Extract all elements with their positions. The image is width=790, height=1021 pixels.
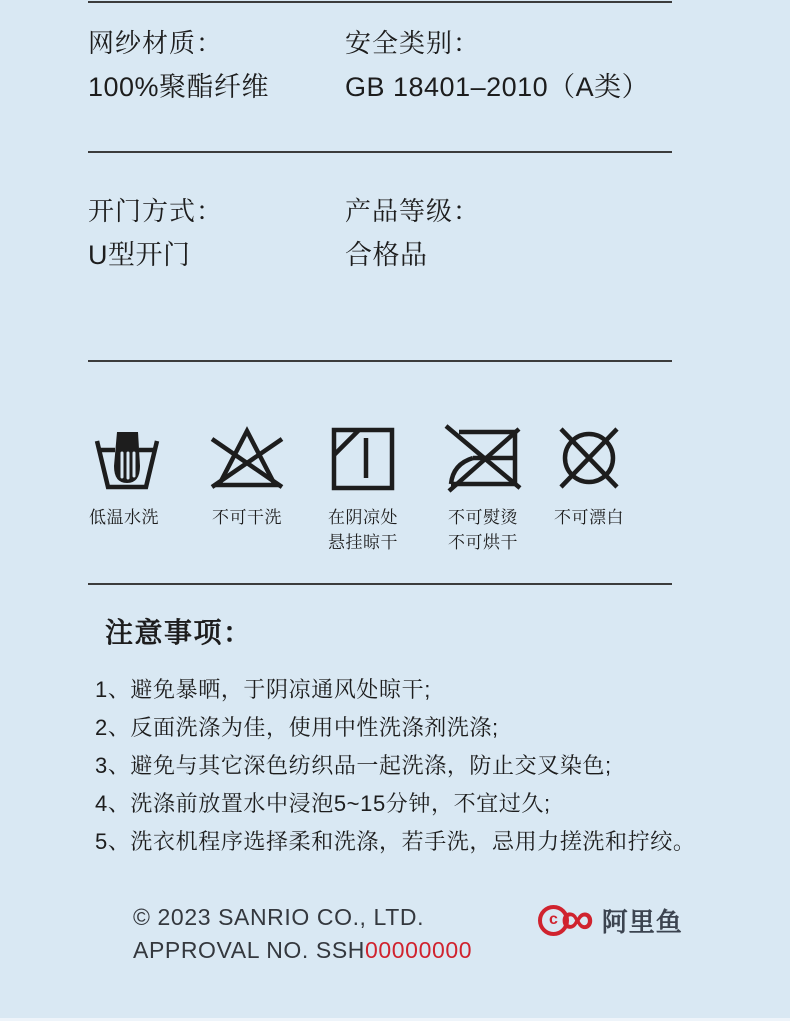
spec-value: U型开门 xyxy=(88,240,191,270)
care-symbol-no-iron xyxy=(441,424,525,555)
notice-item: 5、洗衣机程序选择柔和洗涤，若手洗，忌用力搓洗和拧绞。 xyxy=(95,829,696,854)
spec-value: GB 18401–2010（A类） xyxy=(345,72,650,102)
notice-item: 4、洗涤前放置水中浸泡5~15分钟，不宜过久; xyxy=(95,791,551,816)
care-symbol-hand-wash xyxy=(88,424,160,530)
divider xyxy=(88,151,672,153)
no-dry-clean-icon xyxy=(205,424,289,496)
alifish-logo-text: 阿里鱼 xyxy=(601,906,683,937)
no-iron-no-tumble-icon xyxy=(443,424,523,496)
divider xyxy=(88,360,672,362)
shade-hang-dry-icon xyxy=(329,424,397,496)
care-symbol-label: 低温水洗 xyxy=(89,508,159,527)
care-symbol-label: 不可干洗 xyxy=(212,508,282,527)
care-symbols-row xyxy=(88,424,688,574)
hand-wash-icon xyxy=(88,424,160,496)
footer xyxy=(133,901,472,967)
notice-list xyxy=(95,676,695,866)
alifish-logo xyxy=(538,892,683,944)
spec-product-grade xyxy=(345,194,480,272)
approval-line xyxy=(133,934,472,967)
copyright-line: © 2023 SANRIO CO., LTD. xyxy=(133,904,425,930)
alifish-infinity-icon: ∞ xyxy=(561,892,594,944)
approval-number: 00000000 xyxy=(365,937,473,963)
divider xyxy=(88,583,672,585)
spec-label: 开门方式： xyxy=(88,196,224,226)
care-symbol-label: 不可熨烫 不可烘干 xyxy=(448,508,518,552)
divider xyxy=(88,1,672,3)
spec-value: 合格品 xyxy=(345,240,428,270)
spec-label: 产品等级： xyxy=(345,196,481,226)
no-bleach-icon xyxy=(551,424,627,496)
spec-mesh-material xyxy=(88,26,269,104)
care-symbol-no-bleach xyxy=(545,424,633,530)
spec-label: 网纱材质： xyxy=(88,28,224,58)
alifish-c-icon: c xyxy=(538,905,569,936)
spec-door-opening xyxy=(88,194,223,272)
notice-item: 1、避免暴晒，于阴凉通风处晾干; xyxy=(95,677,431,702)
notice-item: 2、反面洗涤为佳，使用中性洗涤剂洗涤; xyxy=(95,715,499,740)
notice-heading: 注意事项： xyxy=(105,617,253,648)
approval-prefix: APPROVAL NO. SSH xyxy=(133,937,365,963)
care-symbol-label: 在阴凉处 悬挂晾干 xyxy=(328,508,398,552)
care-symbol-label: 不可漂白 xyxy=(554,508,624,527)
spec-value: 100%聚酯纤维 xyxy=(88,72,270,102)
care-symbol-shade-hang-dry xyxy=(321,424,405,555)
care-symbol-no-dry-clean xyxy=(205,424,289,530)
spec-label: 安全类别： xyxy=(345,28,481,58)
notice-item: 3、避免与其它深色纺织品一起洗涤，防止交叉染色; xyxy=(95,753,612,778)
spec-safety-category xyxy=(345,26,649,104)
